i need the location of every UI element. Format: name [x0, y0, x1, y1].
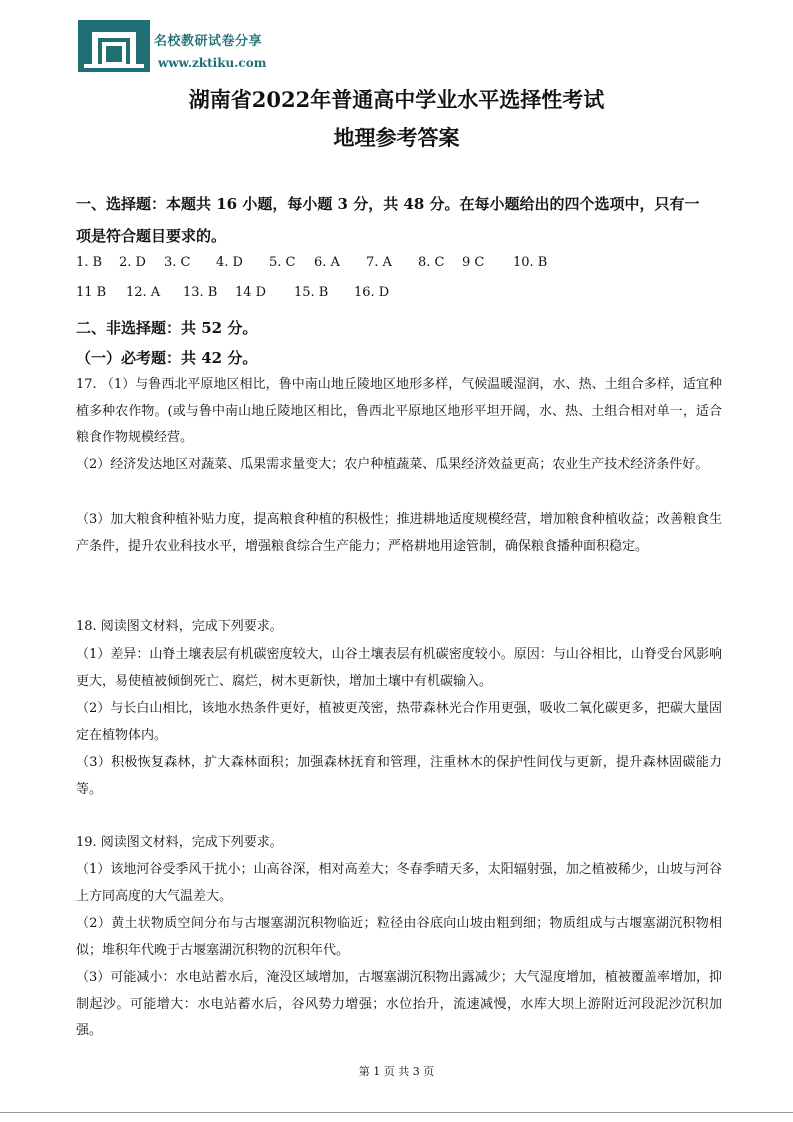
q17-part2: （2）经济发达地区对蔬菜、瓜果需求量变大；农户种植蔬菜、瓜果经济效益更高；农业生产技术经济条件好。 [76, 457, 709, 472]
answer-item: 7. A [366, 255, 392, 270]
answer-item: 1. B [76, 255, 103, 270]
q19-part2: （2）黄土状物质空间分布与古堰塞湖沉积物临近；粒径由谷底向山坡由粗到细；物质组成与古堰塞湖沉积物相似；堆积年代晚于古堰塞湖沉积物的沉积年代。 [76, 916, 722, 958]
logo-url: www.zktiku.com [158, 56, 267, 70]
q18-intro: 18. 阅读图文材料，完成下列要求。 [76, 619, 283, 634]
page-title: 湖南省2022年普通高中学业水平选择性考试 [188, 87, 605, 112]
logo [78, 20, 298, 76]
q19-intro: 19. 阅读图文材料，完成下列要求。 [76, 835, 283, 850]
answer-item: 3. C [164, 255, 191, 270]
school-building-icon [78, 20, 150, 72]
q17-part1: 17. （1）与鲁西北平原地区相比，鲁中南山地丘陵地区地形多样，气候温暖湿润，水、热、土组合多样，适宜种植多种农作物。(或与鲁中南山地丘陵地区相比，鲁西北平原地区地形平坦开阔，水、热、土组合相对单一，适合粮食作物规模经营。 [76, 377, 722, 445]
answer-item: 8. C [418, 255, 445, 270]
answers-row-2 [76, 285, 389, 300]
q18-part1: （1）差异：山脊土壤表层有机碳密度较大，山谷土壤表层有机碳密度较小。原因：与山谷相比，山脊受台风影响更大，易使植被倾倒死亡、腐烂，树木更新快，增加土壤中有机碳输入。 [76, 647, 722, 689]
answer-item: 9 C [462, 255, 485, 270]
answer-item: 13. B [183, 285, 218, 300]
page-footer: 第 1 页 共 3 页 [358, 1065, 435, 1078]
answer-item: 12. A [126, 285, 161, 300]
answer-item: 15. B [294, 285, 329, 300]
answer-item: 6. A [314, 255, 340, 270]
section1-heading-line2: 项是符合题目要求的。 [76, 227, 227, 245]
answer-item: 2. D [119, 255, 146, 270]
answer-item: 14 D [235, 285, 267, 300]
answer-item: 11 B [76, 285, 107, 300]
section2-sub-heading: （一）必考题：共 42 分。 [76, 349, 258, 367]
q18-part2: （2）与长白山相比，该地水热条件更好，植被更茂密，热带森林光合作用更强，吸收二氧化碳更多，把碳大量固定在植物体内。 [76, 701, 722, 743]
section2-heading: 二、非选择题：共 52 分。 [76, 319, 258, 337]
answers-row-1 [76, 255, 547, 270]
answer-item: 16. D [354, 285, 390, 300]
q19-part1: （1）该地河谷受季风干扰小；山高谷深，相对高差大；冬春季晴天多，太阳辐射强，加之植被稀少，山坡与河谷上方同高度的大气温差大。 [76, 862, 722, 904]
q18-part3: （3）积极恢复森林，扩大森林面积；加强森林抚育和管理，注重林木的保护性间伐与更新，提升森林固碳能力等。 [76, 755, 722, 797]
q19-part3: （3）可能减小：水电站蓄水后，淹没区域增加，古堰塞湖沉积物出露减少；大气湿度增加，植被覆盖率增加，抑制起沙。可能增大：水电站蓄水后，谷风势力增强；水位抬升，流速减慢，水库大坝上游附近河段泥沙沉积加强。 [76, 970, 722, 1038]
page-subtitle: 地理参考答案 [333, 125, 460, 150]
answer-item: 10. B [513, 255, 548, 270]
answer-item: 4. D [216, 255, 243, 270]
logo-name: 名校教研试卷分享 [154, 34, 263, 49]
section1-heading-line1: 一、选择题：本题共 16 小题，每小题 3 分，共 48 分。在每小题给出的四个选项中，只有一 [76, 195, 700, 213]
bottom-divider [0, 1112, 793, 1113]
q17-part3: （3）加大粮食种植补贴力度，提高粮食种植的积极性；推进耕地适度规模经营，增加粮食种植收益；改善粮食生产条件，提升农业科技水平，增强粮食综合生产能力；严格耕地用途管制，确保粮食播种面积稳定。 [76, 512, 722, 554]
answer-item: 5. C [269, 255, 296, 270]
